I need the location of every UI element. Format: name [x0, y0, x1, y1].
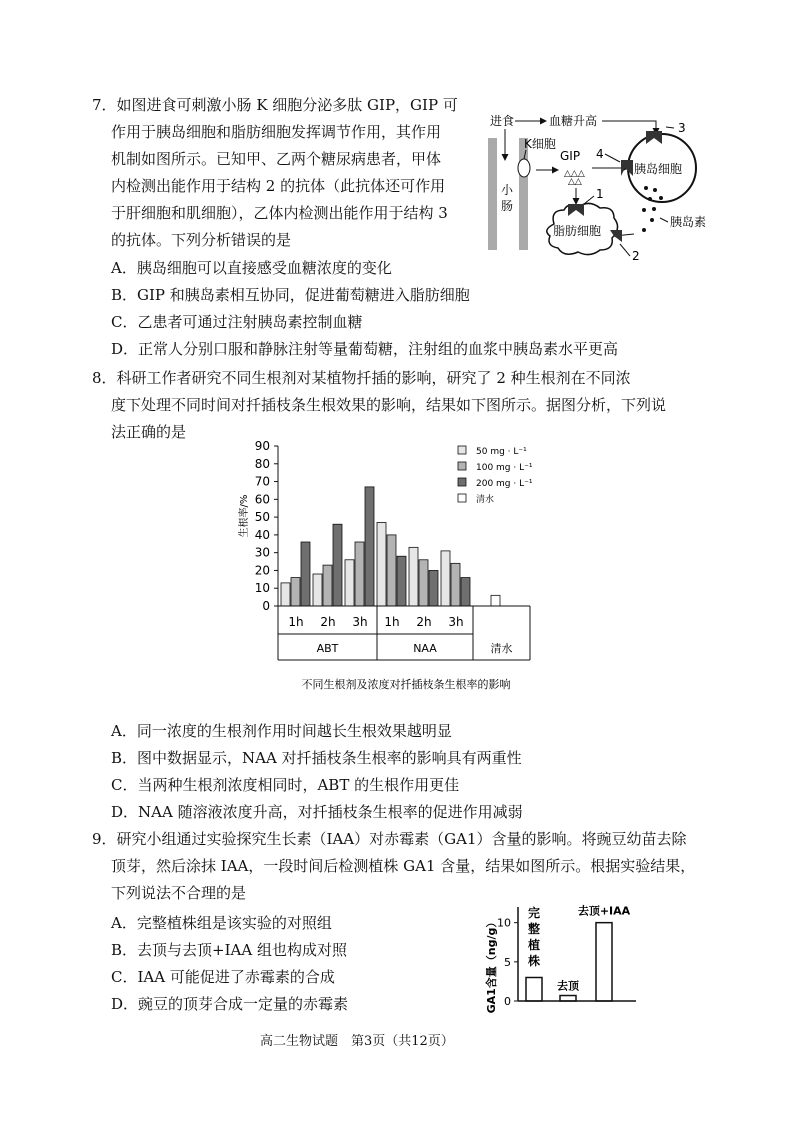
y-tick-label: 10: [497, 916, 511, 930]
x-tick-label: 1h: [288, 615, 304, 629]
bar-去顶+IAA: [596, 923, 612, 1001]
x-tick-label: 2h: [320, 615, 336, 629]
num-4: 4: [596, 147, 604, 161]
bar-1h-series2: [387, 535, 396, 606]
bar-1h-series1: [281, 583, 290, 606]
bar-1h-series1: [377, 522, 386, 606]
bar-3h-series2: [451, 563, 460, 606]
gip-label: GIP: [560, 149, 581, 163]
q9-line: 顶芽，然后涂抹 IAA，一段时间后检测植株 GA1 含量，结果如图所示。根据实验结果，: [111, 857, 696, 875]
k-cell-label: K细胞: [524, 137, 556, 151]
q7-option-d[interactable]: D．正常人分别口服和静脉注射等量葡萄糖，注射组的血浆中胰岛素水平更高: [111, 340, 619, 358]
x-tick-label: 3h: [352, 615, 368, 629]
q7-line: 机制如图所示。已知甲、乙两个糖尿病患者，甲体: [111, 150, 442, 168]
q7-option-c[interactable]: C．乙患者可通过注射胰岛素控制血糖: [111, 313, 363, 331]
eat-label: 进食: [490, 114, 515, 128]
group-label: NAA: [413, 642, 437, 655]
num-2: 2: [632, 249, 640, 263]
q7-option-b[interactable]: B．GIP 和胰岛素相互协同，促进葡萄糖进入脂肪细胞: [111, 286, 470, 304]
page-footer: 高二生物试题 第3页（共12页）: [260, 1034, 454, 1049]
y-tick-label: 90: [254, 439, 270, 453]
y-axis-title: 生根率/%: [239, 494, 250, 538]
q7-options: [111, 255, 618, 363]
y-tick-label: 60: [254, 492, 270, 507]
q9-option-d[interactable]: D．豌豆的顶芽合成一定量的赤霉素: [111, 995, 349, 1013]
num-3: 3: [678, 121, 686, 135]
chart-title: 不同生根剂及浓度对扦插枝条生根率的影响: [301, 678, 511, 691]
x-tick-label: 2h: [416, 615, 432, 629]
bar-去顶: [560, 996, 576, 1001]
y-tick-label: 10: [254, 581, 270, 596]
q7-stem: [92, 92, 487, 254]
receptor-4-shape: [621, 160, 633, 176]
bar-2h-series2: [323, 565, 332, 606]
y-tick-label: 0: [504, 995, 511, 1008]
legend-swatch: [458, 446, 466, 454]
q7-line: 内检测出能作用于结构 2 的抗体（此抗体还可作用: [111, 177, 446, 195]
q9-line: 9．研究小组通过实验探究生长素（IAA）对赤霉素（GA1）含量的影响。将豌豆幼苗去除: [92, 830, 687, 848]
num-1: 1: [596, 187, 604, 201]
q9-option-b[interactable]: B．去顶与去顶+IAA 组也构成对照: [111, 941, 347, 959]
bar-label: 去顶+IAA: [577, 904, 631, 918]
bar-1h-series3: [301, 542, 310, 606]
group-label: 清水: [490, 642, 513, 655]
bar-2h-series3: [333, 524, 342, 606]
q9-option-c[interactable]: C．IAA 可能促进了赤霉素的合成: [111, 968, 335, 986]
q8-option-b[interactable]: B．图中数据显示，NAA 对扦插枝条生根率的影响具有两重性: [111, 749, 522, 767]
y-tick-label: 0: [262, 599, 270, 613]
legend-label: 清水: [476, 495, 495, 505]
fat-cell-label: 脂肪细胞: [553, 224, 602, 238]
q9-stem: [92, 826, 732, 907]
gip-mechanism-diagram: [484, 106, 724, 266]
legend-swatch: [458, 462, 466, 470]
bar-label: 株: [527, 954, 541, 968]
q8-stem: [92, 365, 732, 446]
y-tick-label: 70: [254, 474, 270, 489]
y-tick-label: 50: [254, 510, 270, 525]
bar-3h-series3: [365, 487, 374, 606]
legend-label: 50 mg · L⁻¹: [476, 447, 527, 457]
y-tick-label: 20: [254, 563, 270, 578]
x-tick-label: 3h: [448, 615, 464, 629]
y-tick-label: 80: [254, 456, 270, 471]
legend-swatch: [458, 494, 466, 502]
q8-line: 8．科研工作者研究不同生根剂对某植物扦插的影响，研究了 2 种生根剂在不同浓: [92, 369, 631, 387]
intestine-label: 肠: [501, 199, 514, 213]
y-axis-title: GA1含量（ng/g）: [485, 916, 498, 1014]
q8-line: 度下处理不同时间对扦插枝条生根效果的影响，结果如下图所示。据图分析，下列说: [111, 396, 667, 414]
q7-option-a[interactable]: A．胰岛细胞可以直接感受血糖浓度的变化: [111, 259, 392, 277]
q9-options: [111, 910, 348, 1018]
insulin-label: 胰岛素: [670, 215, 707, 229]
legend-label: 100 mg · L⁻¹: [476, 463, 533, 473]
q8-line: 法正确的是: [111, 423, 187, 441]
q8-option-d[interactable]: D．NAA 随溶液浓度升高，对扦插枝条生根率的促进作用减弱: [111, 803, 523, 821]
y-tick-label: 30: [254, 545, 270, 560]
bar-label: 植: [527, 938, 541, 952]
q9-line: 下列说法不合理的是: [111, 884, 247, 902]
svg-text:△△: △△: [568, 177, 582, 187]
legend-label: 200 mg · L⁻¹: [476, 479, 533, 489]
bar-3h-series1: [441, 551, 450, 606]
x-tick-label: 1h: [384, 615, 400, 629]
islet-cell-label: 胰岛细胞: [634, 162, 683, 176]
bar-3h-series2: [355, 542, 364, 606]
q9-option-a[interactable]: A．完整植株组是该实验的对照组: [111, 914, 332, 932]
q7-line: 于肝细胞和肌细胞），乙体内检测出能作用于结构 3: [111, 204, 448, 222]
q7-line: 的抗体。下列分析错误的是: [111, 231, 292, 249]
bar-1h-series3: [397, 556, 406, 606]
bar-label: 完: [527, 906, 541, 920]
gip-molecules: △△△: [564, 169, 585, 179]
q8-option-c[interactable]: C．当两种生根剂浓度相同时，ABT 的生根作用更佳: [111, 776, 460, 794]
bar-2h-series3: [429, 570, 438, 606]
q8-options: [111, 718, 523, 826]
bar-control: [491, 595, 500, 606]
blood-sugar-label: 血糖升高: [549, 114, 598, 128]
bar-3h-series1: [345, 560, 354, 606]
rooting-rate-bar-chart: [230, 436, 570, 696]
y-tick-label: 40: [254, 527, 270, 542]
q7-line: 7．如图进食可刺激小肠 K 细胞分泌多肽 GIP，GIP 可: [92, 96, 458, 114]
k-cell-shape: [518, 159, 530, 177]
bar-完整植株: [526, 978, 542, 1002]
bar-2h-series2: [419, 560, 428, 606]
q7-line: 作用于胰岛细胞和脂肪细胞发挥调节作用，其作用: [111, 123, 442, 141]
ga1-content-bar-chart: [478, 903, 648, 1033]
bar-2h-series1: [409, 547, 418, 606]
bar-3h-series3: [461, 578, 470, 606]
bar-1h-series2: [291, 578, 300, 606]
q8-option-a[interactable]: A．同一浓度的生根剂作用时间越长生根效果越明显: [111, 722, 452, 740]
intestine-label: 小: [501, 183, 514, 197]
bar-label: 整: [527, 922, 541, 936]
bar-2h-series1: [313, 574, 322, 606]
group-label: ABT: [316, 642, 339, 655]
bar-label: 去顶: [557, 979, 579, 993]
legend-swatch: [458, 478, 466, 486]
y-tick-label: 5: [504, 955, 511, 969]
